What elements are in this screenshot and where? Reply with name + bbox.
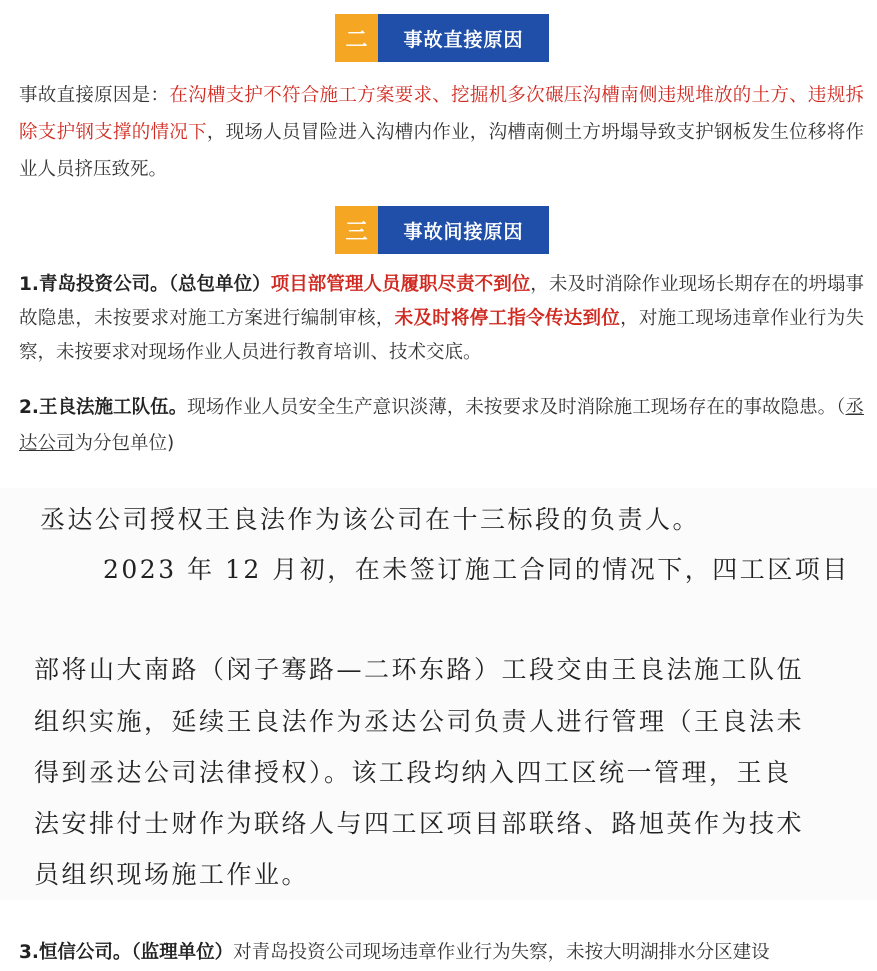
body-text: ，未及时消除作业现场长期存在的坍塌事故隐患，未按要求对施工方案进行编制审核， <box>19 274 864 329</box>
highlight-text: 项目部管理人员履职尽责不到位 <box>270 274 531 295</box>
body-text: ，对施工现场违章作业行为失察，未按要求对现场作业人员进行教育培训、技术交底。 <box>19 308 864 363</box>
excerpt-line: 员组织现场施工作业。 <box>34 860 310 889</box>
highlight-text: 未及时将停工指令传达到位 <box>394 308 621 329</box>
excerpt-line: 得到丞达公司法律授权）。该工段均纳入四工区统一管理，王良 <box>34 758 792 787</box>
body-text: 现场作业人员安全生产意识淡薄，未按要求及时消除施工现场存在的事故隐患。 <box>187 397 837 418</box>
paren: （ <box>836 397 846 418</box>
item-heading: 2.王良法施工队伍。 <box>19 397 188 418</box>
indirect-item-3 <box>19 934 864 971</box>
company-link[interactable]: 丞达公司 <box>19 397 864 454</box>
indirect-item-2 <box>19 390 864 462</box>
body-text: 为分包单位) <box>74 433 175 454</box>
section-number: 三 <box>335 206 378 254</box>
excerpt-line: 丞达公司授权王良法作为该公司在十三标段的负责人。 <box>40 505 701 534</box>
section-title: 事故直接原因 <box>378 14 549 62</box>
section-title: 事故间接原因 <box>378 206 549 254</box>
section-number: 二 <box>335 14 378 62</box>
lead-text: 事故直接原因是： <box>19 85 170 106</box>
item-heading: 1.青岛投资公司。（总包单位） <box>19 274 271 295</box>
excerpt-line: 部将山大南路（闵子骞路—二环东路）工段交由王良法施工队伍 <box>34 655 805 684</box>
item-heading: 3.恒信公司。（监理单位） <box>19 942 234 963</box>
direct-cause-paragraph <box>19 77 864 188</box>
section-heading-direct-cause <box>335 14 549 62</box>
body-text: ，现场人员冒险进入沟槽内作业，沟槽南侧土方坍塌导致支护钢板发生位移将作业人员挤压致死。 <box>19 122 864 180</box>
excerpt-line: 组织实施，延续王良法作为丞达公司负责人进行管理（王良法未 <box>34 707 805 736</box>
body-text: 对青岛投资公司现场违章作业行为失察，未按大明湖排水分区建设 <box>233 942 770 963</box>
highlight-text: 在沟槽支护不符合施工方案要求、挖掘机多次碾压沟槽南侧违规堆放的土方、违规拆除支护钢支撑的情况下 <box>19 85 864 143</box>
section-heading-indirect-cause <box>335 206 549 254</box>
indirect-item-1 <box>19 268 864 370</box>
excerpt-line: 2023 年 12 月初，在未签订施工合同的情况下，四工区项目 <box>103 555 850 584</box>
document-excerpt-image <box>0 488 877 900</box>
excerpt-line: 法安排付士财作为联络人与四工区项目部联络、路旭英作为技术 <box>34 809 805 838</box>
